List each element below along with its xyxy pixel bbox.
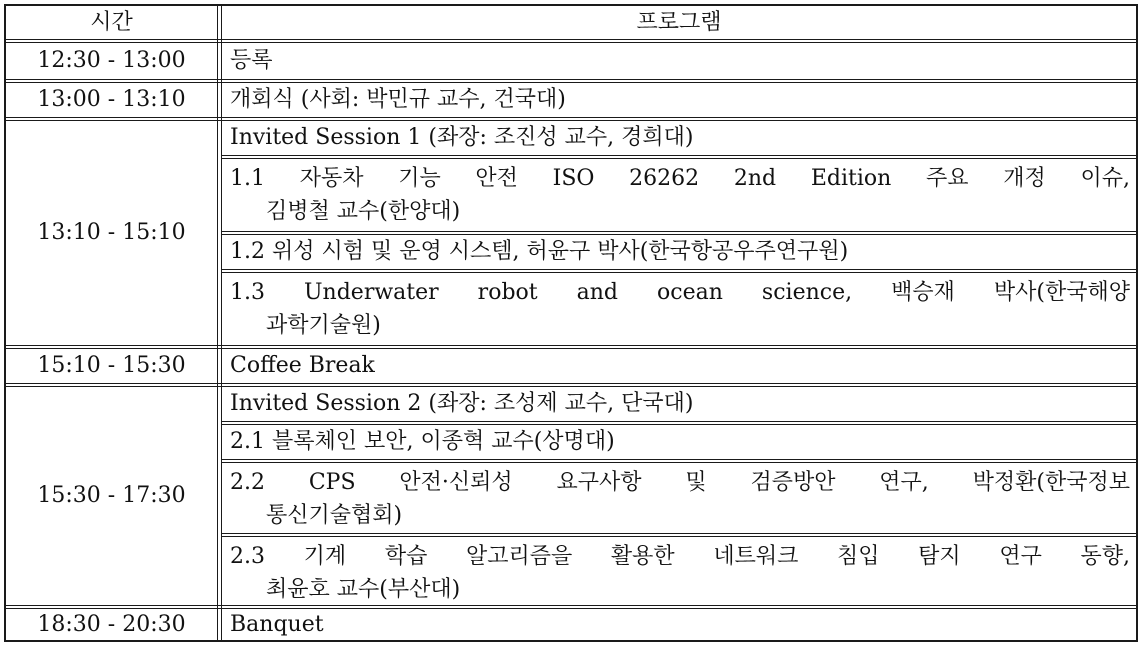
header-program: 프로그램: [636, 9, 722, 35]
talk-line: 통신기술협회): [266, 503, 403, 528]
row-divider: [4, 383, 1138, 384]
table-border-bottom: [4, 640, 1138, 642]
row-program: 개회식 (사회: 박민규 교수, 건국대): [230, 87, 566, 112]
header-divider: [4, 39, 1138, 40]
talk-line: 과학기술원): [266, 313, 381, 338]
row-time: 18:30 - 20:30: [37, 611, 186, 637]
talk-item: [222, 463, 1136, 533]
talk-line: 김병철 교수(한양대): [266, 199, 461, 224]
talk-line: 2.2 CPS 안전·신뢰성 요구사항 및 검증방안 연구, 박정환(한국정보: [230, 470, 1130, 495]
talk-line: 최윤호 교수(부산대): [266, 577, 461, 602]
subrow-divider: [222, 421, 1138, 422]
row-time: 15:30 - 17:30: [37, 483, 186, 508]
talk-item: [222, 159, 1136, 231]
row-program: Coffee Break: [230, 353, 375, 378]
row-time: 12:30 - 13:00: [37, 48, 186, 73]
row-program: 등록: [230, 48, 273, 73]
subrow-divider: [222, 269, 1138, 270]
row-divider: [4, 345, 1138, 346]
program-schedule-table: [4, 4, 1138, 642]
subrow-divider: [222, 231, 1138, 232]
row-program: Banquet: [230, 611, 324, 637]
row-time: 13:10 - 15:10: [37, 220, 186, 245]
talk-item: 1.2 위성 시험 및 운영 시스템, 허윤구 박사(한국항공우주연구원): [230, 239, 849, 264]
talk-line: 1.1 자동차 기능 안전 ISO 26262 2nd Edition 주요 개정 이슈,: [230, 166, 1130, 191]
talk-item: [222, 537, 1136, 605]
column-divider: [217, 4, 218, 642]
row-divider: [4, 117, 1138, 118]
session-title: Invited Session 2 (좌장: 조성제 교수, 단국대): [230, 391, 694, 416]
table-border-right: [1136, 4, 1138, 642]
header-time: 시간: [90, 9, 133, 35]
subrow-divider: [222, 459, 1138, 460]
row-time: 15:10 - 15:30: [37, 353, 186, 378]
row-time: 13:00 - 13:10: [37, 87, 186, 112]
talk-item: [222, 273, 1136, 345]
talk-item: 2.1 블록체인 보안, 이종혁 교수(상명대): [230, 429, 615, 454]
row-divider: [4, 79, 1138, 80]
subrow-divider: [222, 533, 1138, 534]
session-title: Invited Session 1 (좌장: 조진성 교수, 경희대): [230, 125, 694, 150]
talk-line: 2.3 기계 학습 알고리즘을 활용한 네트워크 침입 탐지 연구 동향,: [230, 544, 1131, 569]
subrow-divider: [222, 155, 1138, 156]
talk-line: 1.3 Underwater robot and ocean science, 백승재 박사(한국해양: [230, 280, 1130, 305]
